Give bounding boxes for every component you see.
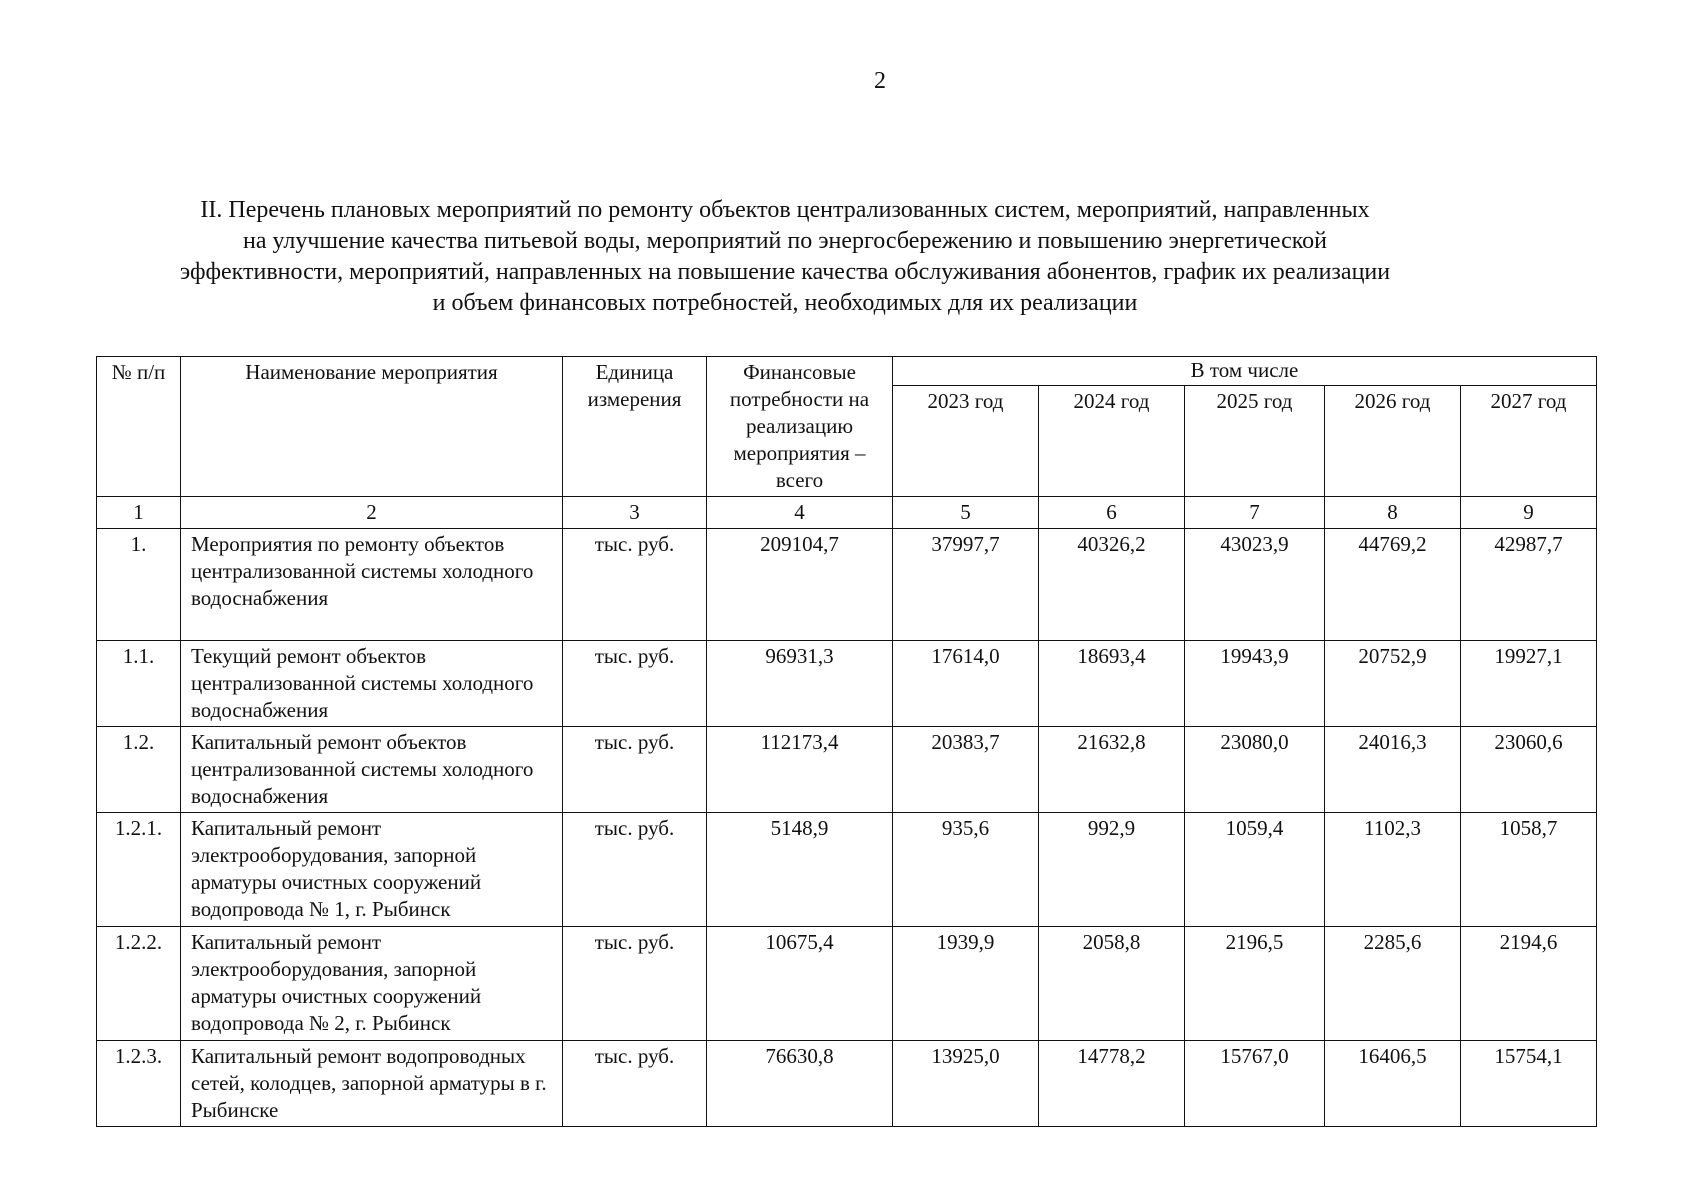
activities-table (96, 356, 1597, 1127)
row-year-value: 16406,5 (1325, 1041, 1461, 1127)
header-group: В том числе (893, 357, 1597, 386)
column-number: 7 (1185, 497, 1325, 529)
row-year-value: 23060,6 (1461, 727, 1597, 813)
row-unit: тыс. руб. (563, 727, 707, 813)
row-year-value: 21632,8 (1039, 727, 1185, 813)
row-total: 5148,9 (707, 813, 893, 927)
row-name: Текущий ремонт объектов централизованной системы холодного водоснабжения (181, 641, 563, 727)
row-num: 1.2.3. (97, 1041, 181, 1127)
row-num: 1.2. (97, 727, 181, 813)
row-year-value: 1939,9 (893, 927, 1039, 1041)
row-year-value: 44769,2 (1325, 529, 1461, 641)
header-year: 2027 год (1461, 386, 1597, 497)
row-year-value: 37997,7 (893, 529, 1039, 641)
row-year-value: 2196,5 (1185, 927, 1325, 1041)
header-unit: Единица измерения (563, 357, 707, 497)
page-number: 2 (874, 68, 886, 94)
header-total: Финансовые потребности на реализацию мероприятия – всего (707, 357, 893, 497)
column-number: 9 (1461, 497, 1597, 529)
column-number: 5 (893, 497, 1039, 529)
row-year-value: 42987,7 (1461, 529, 1597, 641)
row-year-value: 1102,3 (1325, 813, 1461, 927)
column-number: 2 (181, 497, 563, 529)
row-year-value: 18693,4 (1039, 641, 1185, 727)
column-number: 8 (1325, 497, 1461, 529)
heading-line: на улучшение качества питьевой воды, мероприятий по энергосбережению и повышению энергетической (242, 228, 1328, 254)
table-row (97, 813, 1597, 927)
row-unit: тыс. руб. (563, 641, 707, 727)
table-row (97, 727, 1597, 813)
row-unit: тыс. руб. (563, 529, 707, 641)
row-year-value: 15767,0 (1185, 1041, 1325, 1127)
table-row (97, 529, 1597, 641)
column-number: 3 (563, 497, 707, 529)
row-year-value: 1059,4 (1185, 813, 1325, 927)
row-year-value: 20383,7 (893, 727, 1039, 813)
row-year-value: 935,6 (893, 813, 1039, 927)
row-num: 1.2.2. (97, 927, 181, 1041)
row-num: 1.1. (97, 641, 181, 727)
header-year: 2026 год (1325, 386, 1461, 497)
table-row (97, 641, 1597, 727)
table-row (97, 927, 1597, 1041)
row-name: Капитальный ремонт электрооборудования, запорной арматуры очистных сооружений водопровода № 2, г. Рыбинск (181, 927, 563, 1041)
table-row (97, 1041, 1597, 1127)
row-year-value: 23080,0 (1185, 727, 1325, 813)
header-year: 2023 год (893, 386, 1039, 497)
row-name: Капитальный ремонт объектов централизованной системы холодного водоснабжения (181, 727, 563, 813)
row-year-value: 19943,9 (1185, 641, 1325, 727)
row-unit: тыс. руб. (563, 1041, 707, 1127)
row-year-value: 20752,9 (1325, 641, 1461, 727)
row-year-value: 1058,7 (1461, 813, 1597, 927)
row-name: Капитальный ремонт водопроводных сетей, колодцев, запорной арматуры в г. Рыбинске (181, 1041, 563, 1127)
row-year-value: 13925,0 (893, 1041, 1039, 1127)
row-total: 112173,4 (707, 727, 893, 813)
row-year-value: 2058,8 (1039, 927, 1185, 1041)
row-num: 1. (97, 529, 181, 641)
row-total: 76630,8 (707, 1041, 893, 1127)
row-year-value: 40326,2 (1039, 529, 1185, 641)
column-number: 6 (1039, 497, 1185, 529)
row-unit: тыс. руб. (563, 927, 707, 1041)
row-num: 1.2.1. (97, 813, 181, 927)
column-number: 4 (707, 497, 893, 529)
row-year-value: 15754,1 (1461, 1041, 1597, 1127)
column-number-row (97, 497, 1597, 529)
row-year-value: 2285,6 (1325, 927, 1461, 1041)
header-year: 2024 год (1039, 386, 1185, 497)
header-name: Наименование мероприятия (181, 357, 563, 497)
heading-line: II. Перечень плановых мероприятий по ремонту объектов централизованных систем, мероприятий, направленных (200, 197, 1370, 223)
row-year-value: 19927,1 (1461, 641, 1597, 727)
row-name: Капитальный ремонт электрооборудования, запорной арматуры очистных сооружений водопровода № 1, г. Рыбинск (181, 813, 563, 927)
row-year-value: 17614,0 (893, 641, 1039, 727)
row-unit: тыс. руб. (563, 813, 707, 927)
row-year-value: 43023,9 (1185, 529, 1325, 641)
row-year-value: 24016,3 (1325, 727, 1461, 813)
row-total: 209104,7 (707, 529, 893, 641)
row-total: 10675,4 (707, 927, 893, 1041)
row-year-value: 2194,6 (1461, 927, 1597, 1041)
heading-line: и объем финансовых потребностей, необходимых для их реализации (432, 290, 1138, 316)
row-total: 96931,3 (707, 641, 893, 727)
header-num: № п/п (97, 357, 181, 497)
row-name: Мероприятия по ремонту объектов централизованной системы холодного водоснабжения (181, 529, 563, 641)
section-heading (120, 195, 1450, 319)
header-year: 2025 год (1185, 386, 1325, 497)
heading-line: эффективности, мероприятий, направленных на повышение качества обслуживания абонентов, график их реализации (179, 259, 1391, 285)
column-number: 1 (97, 497, 181, 529)
row-year-value: 14778,2 (1039, 1041, 1185, 1127)
row-year-value: 992,9 (1039, 813, 1185, 927)
